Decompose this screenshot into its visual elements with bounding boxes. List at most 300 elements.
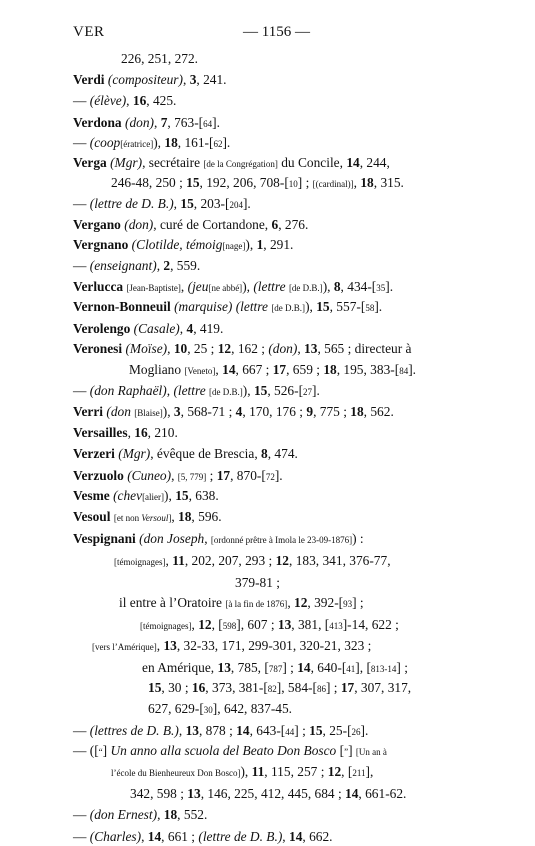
line-segment: 82: [267, 684, 277, 694]
line-segment: ,: [157, 807, 164, 822]
line-segment: Veronesi: [73, 341, 123, 356]
line-segment: , 210.: [147, 425, 178, 440]
line-segment: (lettre de D. B.): [198, 829, 283, 844]
running-head: VER: [73, 24, 105, 40]
line-segment: 14: [222, 362, 236, 377]
line-segment: 14: [345, 786, 359, 801]
line-segment: ,: [171, 509, 179, 524]
line-segment: ], 642, 837-45.: [212, 701, 293, 716]
line-segment: ] ;: [396, 660, 408, 675]
line-segment: Verga: [73, 155, 107, 170]
index-line: [111, 174, 404, 193]
line-segment: 379-81 ;: [235, 575, 281, 590]
line-segment: (lettre: [235, 299, 268, 314]
line-segment: 3: [189, 72, 197, 87]
line-segment: , 170, 176 ;: [242, 404, 307, 419]
line-segment: ,: [180, 279, 188, 294]
line-segment: ),: [322, 279, 334, 294]
line-segment: 413: [329, 621, 343, 631]
line-segment: —: [73, 93, 90, 108]
line-segment: (don Raphaël): [89, 383, 167, 398]
line-segment: l’école du Bienheureux Don Bosco]: [111, 768, 241, 778]
line-segment: (élève): [89, 93, 127, 108]
line-segment: (Mgr): [118, 446, 151, 461]
line-segment: , 568-71 ;: [180, 404, 236, 419]
line-segment: 84: [399, 366, 409, 376]
line-segment: (Mgr): [110, 155, 143, 170]
line-segment: ,: [282, 829, 289, 844]
line-segment: 13: [304, 341, 318, 356]
line-segment: , [: [341, 764, 353, 779]
line-segment: ),: [162, 404, 174, 419]
index-line: [73, 134, 230, 153]
line-segment: 14: [147, 829, 162, 844]
line-segment: 58: [365, 303, 375, 313]
line-segment: 204: [229, 200, 243, 210]
line-segment: [témoignages]: [140, 621, 192, 631]
line-segment: 17: [216, 468, 231, 483]
line-segment: 2: [163, 258, 171, 273]
line-segment: (Cuneo): [127, 468, 172, 483]
line-segment: 211: [352, 768, 366, 778]
line-segment: , 640-[: [310, 660, 347, 675]
index-line: [73, 236, 293, 255]
line-segment: Versoul: [141, 513, 169, 523]
line-segment: 9: [306, 404, 314, 419]
line-segment: , 562.: [363, 404, 394, 419]
line-segment: ,: [353, 175, 361, 190]
line-segment: 18: [178, 509, 192, 524]
line-segment: , 203-[: [193, 196, 230, 211]
line-segment: (jeu: [187, 279, 209, 294]
line-segment: , 661-62.: [358, 786, 407, 801]
line-segment: , 241.: [196, 72, 227, 87]
line-segment: ,: [171, 468, 178, 483]
line-segment: , évêque de Brescia,: [150, 446, 262, 461]
line-segment: ),: [164, 488, 176, 503]
index-line: [73, 828, 333, 846]
line-segment: ,: [182, 72, 190, 87]
index-line: [73, 467, 283, 486]
line-segment: ,: [287, 595, 295, 610]
line-segment: ,: [156, 258, 164, 273]
line-segment: 86: [316, 684, 326, 694]
line-segment: , 659 ;: [286, 362, 324, 377]
line-segment: ,: [167, 341, 174, 356]
line-segment: (Moïse): [125, 341, 168, 356]
line-segment: [de D.B.]: [288, 283, 323, 293]
line-segment: , 557-[: [329, 299, 366, 314]
line-segment: , 25 ;: [187, 341, 218, 356]
line-segment: ], 607 ;: [236, 617, 278, 632]
line-segment: 8: [333, 279, 341, 294]
line-segment: , 373, 381-[: [205, 680, 268, 695]
index-line: [235, 574, 280, 592]
line-segment: 12: [198, 617, 212, 632]
line-segment: 1: [256, 237, 264, 252]
line-segment: ].: [408, 362, 416, 377]
line-segment: ,: [154, 115, 161, 130]
line-segment: (lettre: [173, 383, 206, 398]
line-segment: ,: [215, 362, 223, 377]
index-line: [73, 530, 364, 549]
index-line: [73, 445, 298, 463]
line-segment: ) :: [352, 531, 364, 546]
line-segment: — ([: [73, 743, 99, 758]
line-segment: ] ;: [282, 660, 298, 675]
line-segment: [ératrice]: [120, 139, 154, 149]
line-segment: , 667 ;: [235, 362, 273, 377]
line-segment: ,: [191, 617, 199, 632]
line-segment: 30: [203, 705, 213, 715]
line-segment: (enseignant): [89, 258, 157, 273]
line-segment: 18: [360, 175, 374, 190]
line-segment: , 596.: [191, 509, 222, 524]
line-segment: —: [73, 258, 90, 273]
line-segment: ,: [297, 341, 305, 356]
index-line: [73, 92, 176, 110]
line-segment: (don Joseph: [139, 531, 205, 546]
line-segment: ].: [360, 723, 369, 738]
line-segment: , 276.: [278, 217, 309, 232]
line-segment: Verri: [73, 404, 103, 419]
line-segment: , 202, 207, 293 ;: [184, 553, 276, 568]
line-segment: 12: [294, 595, 308, 610]
line-segment: , [: [211, 617, 223, 632]
index-line: [111, 763, 373, 782]
line-segment: ,: [127, 425, 135, 440]
line-segment: ),: [245, 237, 257, 252]
line-segment: ] ;: [297, 175, 313, 190]
line-segment: 813-14: [370, 664, 397, 674]
line-segment: , 115, 257 ;: [264, 764, 328, 779]
line-segment: ,: [179, 321, 187, 336]
index-line: [73, 508, 222, 527]
line-segment: 13: [187, 786, 201, 801]
line-segment: ].: [242, 196, 251, 211]
line-segment: [Veneto]: [184, 366, 216, 376]
line-segment: —: [73, 829, 90, 844]
line-segment: ),: [242, 383, 254, 398]
index-line: [148, 700, 292, 719]
line-segment: ] ;: [294, 723, 310, 738]
line-segment: [nage]: [222, 241, 246, 251]
line-segment: (lettre de D. B.): [89, 196, 174, 211]
line-segment: , 638.: [188, 488, 219, 503]
line-segment: , 661 ;: [161, 829, 199, 844]
line-segment: 41: [346, 664, 356, 674]
line-segment: [Jean-Baptiste]: [126, 283, 181, 293]
line-segment: 226, 251, 272.: [121, 51, 198, 66]
line-segment: ,: [178, 723, 186, 738]
line-segment: 13: [217, 660, 231, 675]
line-segment: Vergnano: [73, 237, 129, 252]
line-segment: , 425.: [146, 93, 177, 108]
line-segment: ;: [206, 468, 217, 483]
line-segment: Mogliano: [129, 362, 185, 377]
index-line: [114, 552, 391, 571]
line-segment: [témoignages]: [114, 557, 166, 567]
line-segment: 16: [132, 93, 147, 108]
line-segment: (Charles): [89, 829, 142, 844]
line-segment: 16: [191, 680, 206, 695]
index-line: [121, 50, 198, 68]
line-segment: (coop: [89, 135, 121, 150]
line-segment: 11: [172, 553, 185, 568]
line-segment: Vergano: [73, 217, 121, 232]
line-segment: , 315.: [373, 175, 404, 190]
line-segment: , curé de Cortandone,: [153, 217, 272, 232]
line-segment: , 878 ;: [198, 723, 237, 738]
line-segment: , 392-[: [307, 595, 344, 610]
line-segment: [ne abbé]: [208, 283, 243, 293]
line-segment: 15: [180, 196, 194, 211]
index-line: [73, 195, 251, 214]
index-line: [73, 216, 308, 234]
index-line: [148, 679, 411, 698]
line-segment: 15: [316, 299, 330, 314]
line-segment: Verzeri: [73, 446, 115, 461]
line-segment: ),: [240, 764, 252, 779]
line-segment: du Concile,: [277, 155, 347, 170]
line-segment: [vers l’Amérique]: [92, 642, 157, 652]
line-segment: ], [: [355, 660, 371, 675]
line-segment: ]: [348, 743, 356, 758]
index-line: [73, 298, 382, 317]
line-segment: , 162 ;: [231, 341, 269, 356]
line-segment: ]-14, 622 ;: [342, 617, 399, 632]
index-line: [73, 742, 387, 761]
index-line: [130, 785, 406, 803]
line-segment: , 526-[: [267, 383, 304, 398]
line-segment: (Casale): [133, 321, 180, 336]
line-segment: , 32-33, 171, 299-301, 320-21, 323 ;: [176, 638, 372, 653]
line-segment: 26: [351, 727, 361, 737]
index-line: [73, 340, 412, 358]
line-segment: , 662.: [302, 829, 333, 844]
line-segment: 246-48, 250 ;: [111, 175, 187, 190]
line-segment: (don Ernest): [89, 807, 158, 822]
index-line: [73, 382, 320, 401]
line-segment: 62: [213, 139, 223, 149]
line-segment: 14: [346, 155, 360, 170]
index-line: [73, 806, 207, 824]
index-line: [73, 278, 393, 297]
line-segment: , 161-[: [177, 135, 214, 150]
line-segment: , 192, 206, 708-[: [199, 175, 289, 190]
line-segment: —: [73, 723, 90, 738]
line-segment: 93: [343, 599, 353, 609]
line-segment: , 381, [: [291, 617, 330, 632]
line-segment: 15: [148, 680, 162, 695]
line-segment: ].: [212, 115, 220, 130]
index-line: [92, 637, 371, 656]
line-segment: (lettre: [253, 279, 286, 294]
line-segment: en Amérique,: [142, 660, 218, 675]
line-segment: 13: [277, 617, 292, 632]
line-segment: ),: [242, 279, 254, 294]
line-segment: 14: [297, 660, 311, 675]
line-segment: [Blaise]: [134, 408, 163, 418]
index-line: [73, 722, 368, 741]
line-segment: , 552.: [177, 807, 208, 822]
line-segment: 15: [309, 723, 323, 738]
line-segment: Vespignani: [73, 531, 136, 546]
line-segment: (marquise): [174, 299, 233, 314]
line-segment: 15: [186, 175, 200, 190]
index-line: [73, 257, 200, 275]
line-segment: (don): [124, 217, 154, 232]
line-segment: 8: [261, 446, 268, 461]
line-segment: [de D.B.]: [209, 387, 243, 397]
line-segment: Vesoul: [73, 509, 111, 524]
line-segment: , 434-[: [340, 279, 377, 294]
line-segment: [à la fin de 1876]: [225, 599, 288, 609]
line-segment: —: [73, 196, 90, 211]
line-segment: ].: [374, 299, 383, 314]
line-segment: 18: [164, 135, 178, 150]
line-segment: ] ;: [325, 680, 341, 695]
line-segment: , 565 ; directeur à: [317, 341, 412, 356]
line-segment: 44: [285, 727, 295, 737]
line-segment: 35: [376, 283, 386, 293]
line-segment: , 559.: [170, 258, 201, 273]
index-line: [142, 659, 408, 678]
line-segment: , 643-[: [249, 723, 286, 738]
line-segment: , 474.: [267, 446, 298, 461]
page-number: — 1156 —: [243, 24, 310, 40]
line-segment: [et non: [113, 513, 142, 523]
line-segment: 7: [160, 115, 168, 130]
line-segment: 18: [350, 404, 364, 419]
index-line: [73, 403, 394, 422]
line-segment: (compositeur): [107, 72, 183, 87]
line-segment: 4: [186, 321, 194, 336]
line-segment: 18: [163, 807, 178, 822]
line-segment: ,: [165, 553, 173, 568]
line-segment: 17: [340, 680, 355, 695]
line-segment: , 30 ;: [161, 680, 192, 695]
line-segment: “: [98, 747, 103, 757]
line-segment: 15: [253, 383, 268, 398]
index-line: [140, 616, 399, 635]
line-segment: , 870-[: [230, 468, 266, 483]
line-segment: 12: [217, 341, 232, 356]
line-segment: 18: [323, 362, 337, 377]
line-segment: (don: [106, 404, 131, 419]
line-segment: —: [73, 135, 90, 150]
line-segment: 16: [134, 425, 148, 440]
index-line: [73, 487, 219, 506]
line-segment: Verdi: [73, 72, 105, 87]
line-segment: (Clotilde, témoig: [131, 237, 223, 252]
line-segment: Vesme: [73, 488, 110, 503]
line-segment: , 763-[: [167, 115, 204, 130]
line-segment: Verzuolo: [73, 468, 124, 483]
line-segment: [: [336, 743, 345, 758]
line-segment: 10: [173, 341, 188, 356]
line-segment: Verlucca: [73, 279, 124, 294]
line-segment: [alier]: [142, 492, 165, 502]
line-segment: ].: [312, 383, 320, 398]
line-segment: 4: [235, 404, 243, 419]
index-line: [73, 320, 223, 338]
index-line: [73, 114, 220, 133]
line-segment: [ordonné prêtre à Imola le 23-09-1876]: [210, 535, 353, 545]
line-segment: —: [73, 383, 90, 398]
index-line: [73, 71, 227, 89]
line-segment: 17: [272, 362, 287, 377]
line-segment: Vernon-Bonneuil: [73, 299, 171, 314]
line-segment: 64: [203, 119, 213, 129]
line-segment: —: [73, 807, 90, 822]
line-segment: ),: [305, 299, 317, 314]
line-segment: ] ;: [352, 595, 364, 610]
line-segment: ,: [156, 638, 164, 653]
line-segment: , 244,: [359, 155, 390, 170]
line-segment: 10: [288, 179, 298, 189]
line-segment: (don): [268, 341, 298, 356]
line-segment: , 785, [: [230, 660, 269, 675]
line-segment: , 183, 341, 376-77,: [289, 553, 391, 568]
line-segment: , 25-[: [322, 723, 352, 738]
line-segment: , 775 ;: [313, 404, 351, 419]
line-segment: (lettres de D. B.): [89, 723, 179, 738]
line-segment: 27: [303, 387, 313, 397]
line-segment: , secrétaire: [142, 155, 204, 170]
line-segment: 12: [275, 553, 289, 568]
line-segment: [Un an à: [355, 747, 387, 757]
line-segment: 12: [327, 764, 342, 779]
line-segment: ,: [166, 383, 174, 398]
line-segment: 3: [173, 404, 181, 419]
line-segment: , 146, 225, 412, 445, 684 ;: [200, 786, 346, 801]
line-segment: 787: [268, 664, 283, 674]
line-segment: (chev: [113, 488, 143, 503]
line-segment: Versailles: [73, 425, 128, 440]
line-segment: ,: [204, 531, 211, 546]
line-segment: 342, 598 ;: [130, 786, 188, 801]
line-segment: ].: [222, 135, 231, 150]
line-segment: ].: [385, 279, 394, 294]
line-segment: [5, 779]: [177, 472, 207, 482]
line-segment: 15: [175, 488, 189, 503]
line-segment: 72: [265, 472, 275, 482]
index-line: [73, 424, 178, 442]
line-segment: ”: [344, 747, 349, 757]
index-line: [73, 154, 390, 173]
line-segment: ,: [141, 829, 148, 844]
line-segment: [(cardinal)]: [312, 179, 354, 189]
line-segment: 6: [271, 217, 279, 232]
line-segment: ),: [153, 135, 165, 150]
line-segment: ,: [173, 196, 181, 211]
line-segment: , 291.: [263, 237, 294, 252]
line-segment: 13: [185, 723, 199, 738]
line-segment: ].: [274, 468, 283, 483]
line-segment: [de D.B.]: [271, 303, 306, 313]
line-segment: , 419.: [193, 321, 224, 336]
line-segment: 14: [289, 829, 303, 844]
line-segment: , 195, 383-[: [336, 362, 400, 377]
index-line: [119, 594, 364, 613]
line-segment: Verolengo: [73, 321, 131, 336]
line-segment: [de la Congrégation]: [203, 159, 278, 169]
line-segment: ], 584-[: [276, 680, 317, 695]
line-segment: 13: [163, 638, 177, 653]
line-segment: Verdona: [73, 115, 122, 130]
line-segment: ],: [365, 764, 374, 779]
